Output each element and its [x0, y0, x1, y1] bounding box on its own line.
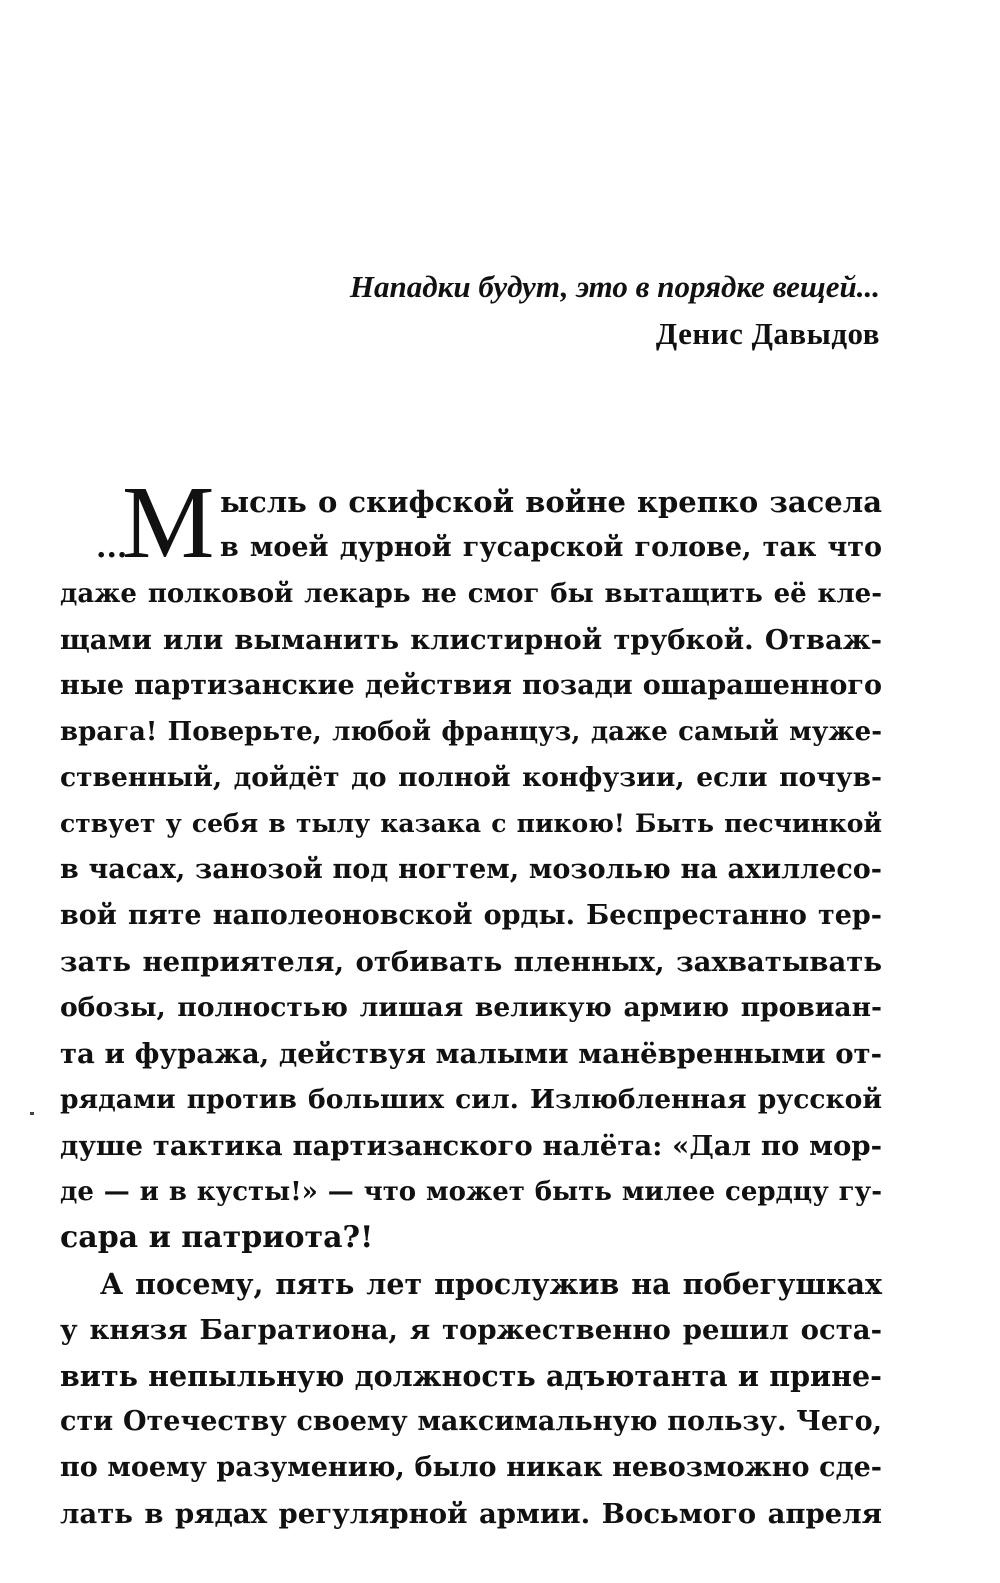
text-line: обозы, полностью лишая великую армию провиан- [60, 992, 882, 1023]
body-text [60, 465, 882, 1537]
text-line: лать в рядах регулярной армии. Восьмого апреля [60, 1498, 882, 1530]
text-line: врага! Поверьте, любой француз, даже самый муже- [60, 717, 882, 747]
text-line: душе тактика партизанского налёта: «Дал по мор- [60, 1130, 882, 1162]
paragraph-2 [60, 1261, 882, 1537]
text-line: вой пяте наполеоновской орды. Беспрестанно тер- [60, 900, 882, 931]
stray-ink-mark [30, 1112, 34, 1115]
text-line: по моему разумению, было никак невозможно сде- [60, 1452, 882, 1483]
text-line: ствует у себя в тылу казака с пикою! Быть песчинкой [60, 809, 882, 838]
text-line: ные партизанские действия позади ошарашенного [60, 670, 882, 701]
epigraph [350, 262, 880, 356]
text-line: ственный, дойдёт до полной конфузии, если почув- [60, 762, 882, 793]
text-line: де — и в кусты!» — что может быть милее сердцу гу- [60, 1177, 882, 1207]
drop-cap-letter: М [122, 465, 215, 580]
text-line: сти Отечеству своему максимальную пользу. Чего, [60, 1406, 882, 1437]
paragraph-1 [60, 479, 882, 1261]
text-line: даже полковой лекарь не смог бы вытащить её кле- [60, 579, 882, 609]
text-line: зать неприятеля, отбивать пленных, захватывать [60, 946, 882, 978]
text-line: вить непыльную должность адъютанта и принe- [60, 1359, 882, 1393]
text-line: сара и патриота?! [60, 1220, 374, 1255]
drop-cap-ellipsis: ... [96, 530, 128, 565]
text-line: в моей дурной гусарской голове, так что [220, 532, 882, 563]
text-line: щами или выманить клистирной трубкой. Отваж- [60, 624, 882, 656]
text-line: у князя Багратиона, я торжественно решил оста- [60, 1314, 882, 1346]
epigraph-quote: Нападки будут, это в порядке вещей... [349, 269, 880, 304]
text-line: А посему, пять лет прослужив на побегушках [100, 1267, 882, 1301]
epigraph-author: Денис Давыдов [655, 316, 880, 351]
text-line: рядами против больших сил. Излюбленная русской [60, 1084, 882, 1115]
text-line: в часах, занозой под ногтем, мозолью на ахиллесо- [60, 854, 882, 885]
text-line: ысль о скифской войне крепко засела [220, 485, 882, 519]
text-line: та и фуража, действуя малыми манёвренными от- [60, 1038, 882, 1070]
